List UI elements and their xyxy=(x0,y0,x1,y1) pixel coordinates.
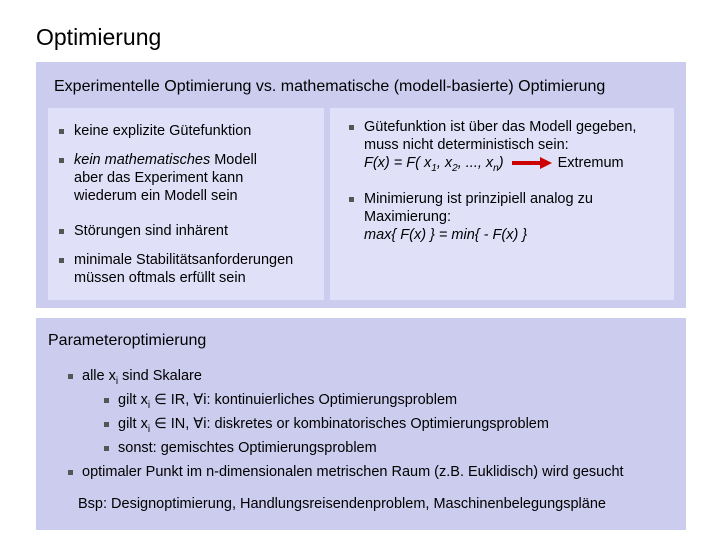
bullet-square-icon xyxy=(104,398,109,403)
bullet-item xyxy=(364,190,669,244)
bullet-square-icon xyxy=(59,229,64,234)
bullet-square-icon xyxy=(68,374,73,379)
page-title: Optimierung xyxy=(36,24,162,50)
bullet-text: kein mathematisches Modell aber das Experiment kann wiederum ein Modell sein xyxy=(74,152,257,204)
bullet-text: Minimierung ist prinzipiell analog zu Maximierung: xyxy=(364,191,593,225)
sub-bullet-item: sonst: gemischtes Optimierungsproblem xyxy=(118,439,377,457)
bullet-square-icon xyxy=(59,158,64,163)
sub-bullet-item: gilt $x_i$ ∈ IR, ∀i: kontinuierliches Optimierungsproblem xyxy=(118,391,457,415)
bullet-square-icon xyxy=(59,129,64,134)
mathematical-column xyxy=(330,108,674,300)
bullet-square-icon xyxy=(349,197,354,202)
bullet-square-icon xyxy=(59,258,64,263)
arrow-right-icon xyxy=(512,157,554,169)
bullet-item xyxy=(74,122,314,140)
max-min-formula: max{ F(x) } = min{ - F(x) } xyxy=(364,227,528,243)
bullet-item xyxy=(74,222,314,240)
bullet-square-icon xyxy=(349,125,354,130)
example-line: Bsp: Designoptimierung, Handlungsreisendenproblem, Maschinenbelegungspläne xyxy=(78,496,606,512)
bullet-text: keine explizite Gütefunktion xyxy=(74,123,252,139)
objective-formula: F(x) = F( $x_1$, $x_2$, ..., $x_n$) Extremum xyxy=(364,155,624,174)
comparison-heading: Experimentelle Optimierung vs. mathematische (modell-basierte) Optimierung xyxy=(54,78,606,95)
bullet-item: alle $x_i$ sind Skalare xyxy=(82,367,202,391)
sub-bullet-item: gilt $x_i$ ∈ IN, ∀i: diskretes or kombinatorisches Optimierungsproblem xyxy=(118,415,549,439)
bullet-square-icon xyxy=(104,446,109,451)
parameter-heading: Parameteroptimierung xyxy=(48,332,207,349)
bullet-item: optimaler Punkt im n-dimensionalen metrischen Raum (z.B. Euklidisch) wird gesucht xyxy=(82,463,624,481)
bullet-item xyxy=(364,118,674,178)
bullet-text: Gütefunktion ist über das Modell gegeben, muss nicht deterministisch sein: xyxy=(364,119,637,153)
comparison-panel xyxy=(36,62,686,308)
bullet-text: minimale Stabilitätsanforderungen müssen oftmals erfüllt sein xyxy=(74,252,294,286)
bullet-square-icon xyxy=(68,470,73,475)
bullet-item xyxy=(74,251,324,287)
bullet-item xyxy=(74,151,289,205)
parameter-optimization-panel xyxy=(36,318,686,530)
experimental-column xyxy=(48,108,324,300)
bullet-text: Störungen sind inhärent xyxy=(74,223,228,239)
bullet-square-icon xyxy=(104,422,109,427)
